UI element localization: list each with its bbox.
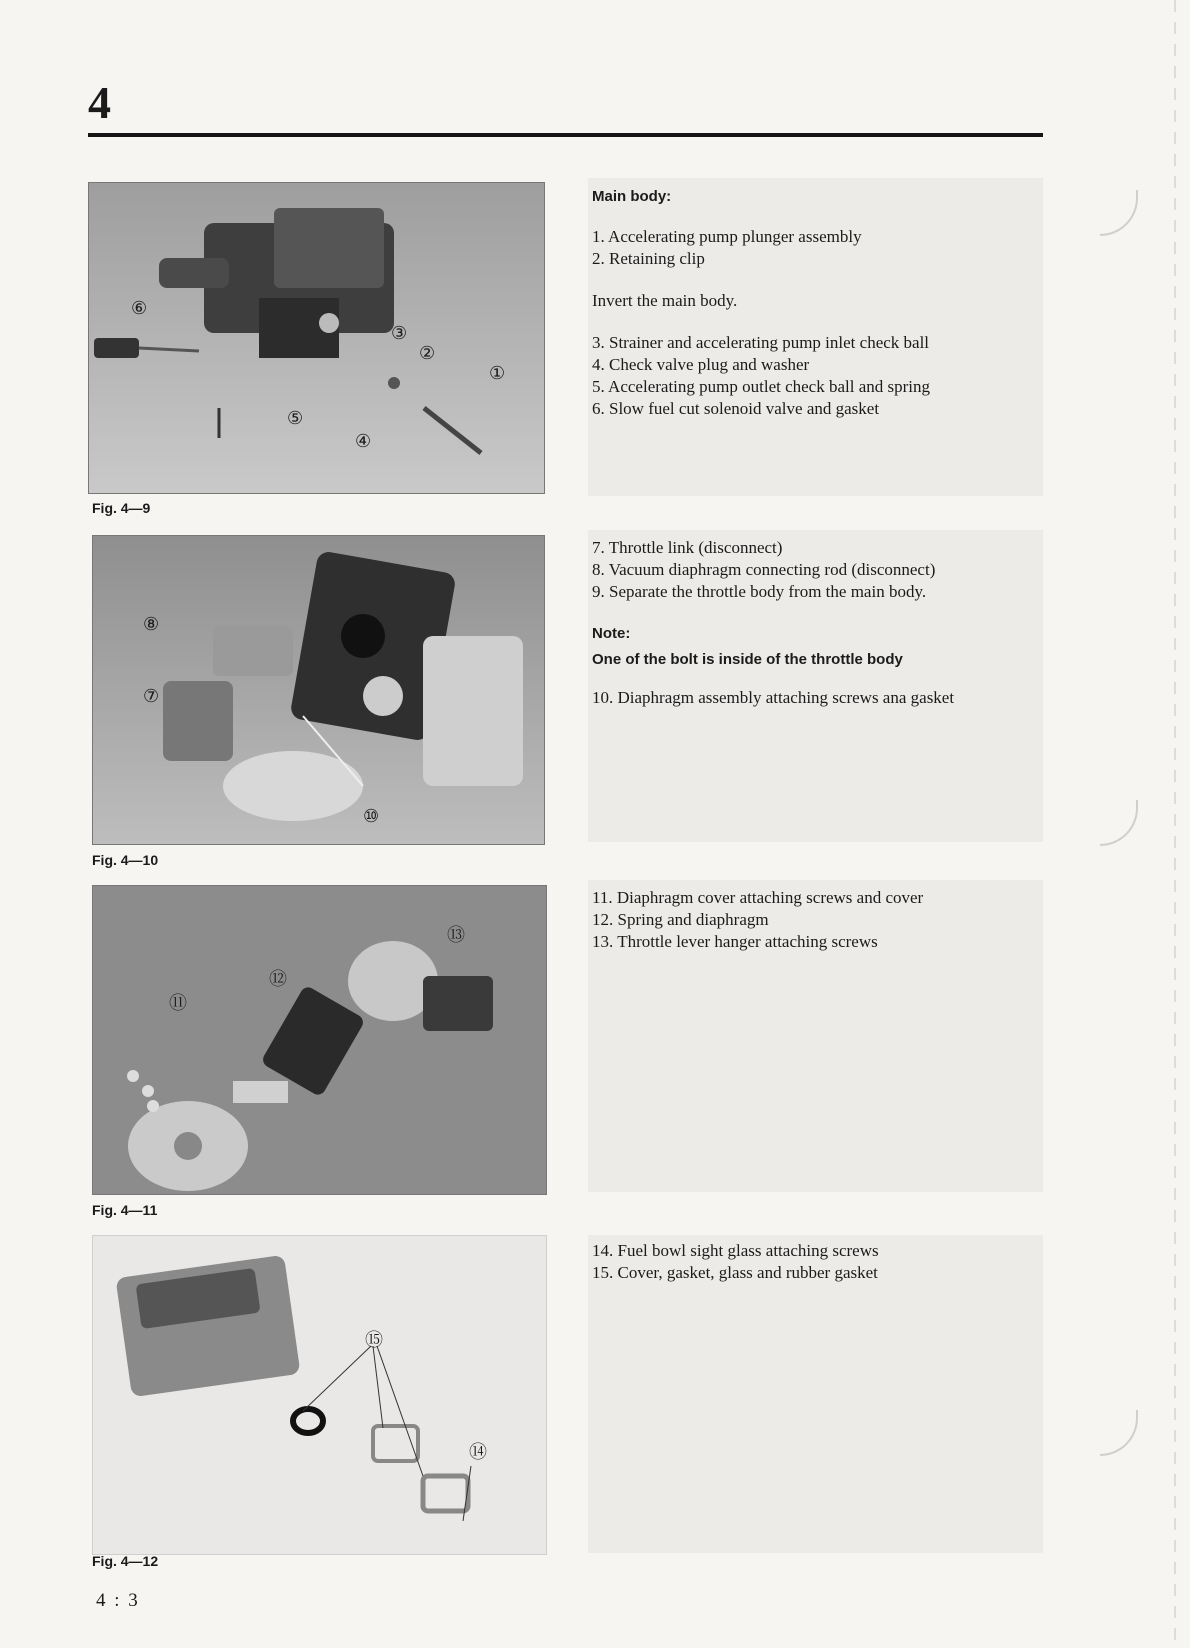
figure-4-9-caption: Fig. 4—9 — [92, 500, 151, 516]
page-number: 4 : 3 — [96, 1590, 140, 1611]
callout-12: ⑫ — [269, 969, 287, 989]
step-6: 6. Slow fuel cut solenoid valve and gasket — [592, 399, 880, 418]
hole-punch-middle — [1100, 800, 1138, 846]
step-13: 13. Throttle lever hanger attaching screws — [592, 932, 878, 951]
note-label: Note: — [592, 625, 631, 642]
section4-text — [592, 1240, 879, 1284]
step-3: 3. Strainer and accelerating pump inlet check ball — [592, 333, 930, 352]
step-10: 10. Diaphragm assembly attaching screws ana gasket — [592, 688, 955, 707]
page-edge — [1174, 0, 1176, 1648]
step-8: 8. Vacuum diaphragm connecting rod (disconnect) — [592, 560, 936, 579]
section1-heading: Main body: — [592, 188, 672, 205]
step-14: 14. Fuel bowl sight glass attaching screws — [592, 1241, 879, 1260]
section3-text — [592, 887, 923, 953]
callout-4: ④ — [355, 431, 372, 451]
section1-text — [592, 186, 930, 420]
callout-1: ① — [489, 363, 506, 383]
callout-10: ⑩ — [363, 806, 380, 826]
figure-4-9-photo — [88, 182, 545, 494]
figure-4-10-photo — [92, 535, 545, 845]
note-text: One of the bolt is inside of the throttle body — [592, 651, 903, 668]
step-2: 2. Retaining clip — [592, 249, 705, 268]
callout-2: ② — [419, 343, 436, 363]
figure-4-11-photo — [92, 885, 547, 1195]
callout-15: ⑮ — [365, 1330, 383, 1350]
invert-instruction: Invert the main body. — [592, 291, 738, 310]
callout-6: ⑥ — [131, 298, 148, 318]
callout-11: ⑪ — [169, 993, 187, 1013]
step-12: 12. Spring and diaphragm — [592, 910, 769, 929]
chapter-number: 4 — [88, 77, 111, 128]
callout-8: ⑧ — [143, 614, 160, 634]
step-4: 4. Check valve plug and washer — [592, 355, 810, 374]
step-7: 7. Throttle link (disconnect) — [592, 538, 783, 557]
section2-text — [592, 537, 954, 709]
hole-punch-top — [1100, 190, 1138, 236]
figure-4-10-caption: Fig. 4—10 — [92, 852, 159, 868]
step-9: 9. Separate the throttle body from the main body. — [592, 582, 927, 601]
hole-punch-bottom — [1100, 1410, 1138, 1456]
callout-5: ⑤ — [287, 408, 304, 428]
step-15: 15. Cover, gasket, glass and rubber gasket — [592, 1263, 878, 1282]
step-11: 11. Diaphragm cover attaching screws and cover — [592, 888, 924, 907]
step-5: 5. Accelerating pump outlet check ball and spring — [592, 377, 931, 396]
header-rule — [88, 133, 1043, 137]
callout-7: ⑦ — [143, 686, 160, 706]
figure-4-12-caption: Fig. 4—12 — [92, 1553, 159, 1569]
callout-14: ⑭ — [469, 1442, 487, 1462]
callout-13: ⑬ — [447, 925, 465, 945]
figure-4-12-photo — [92, 1235, 547, 1555]
callout-3: ③ — [391, 323, 408, 343]
figure-4-11-caption: Fig. 4—11 — [92, 1202, 158, 1218]
step-1: 1. Accelerating pump plunger assembly — [592, 227, 862, 246]
